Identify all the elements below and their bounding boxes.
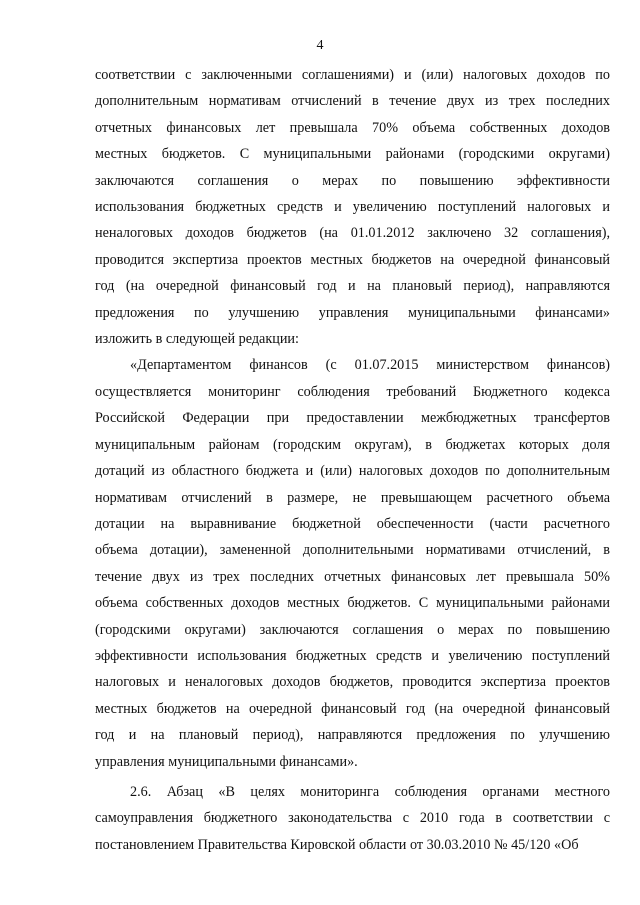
text-line: управления муниципальными финансами». [95,753,358,770]
text-line: муниципальным районам (городским округам), в бюджетах которых доля [95,436,610,453]
text-line: осуществляется мониторинг соблюдения требований Бюджетного кодекса [95,383,610,400]
text-line: предложения по улучшению управления муниципальными финансами» [95,304,610,321]
text-line: год и на плановый период), направляются предложения по улучшению [95,727,610,744]
paragraph-amendment-old-text [95,62,610,352]
text-line: местных бюджетов. С муниципальными районами (городскими округами) [95,146,610,163]
paragraph-amendment-new-text [95,352,610,775]
text-line: отчетных финансовых лет превышала 70% объема собственных доходов [95,119,610,136]
document-body [95,62,610,858]
text-line: течение двух из трех последних отчетных финансовых лет превышала 50% [95,568,610,585]
text-line: «Департаментом финансов (с 01.07.2015 министерством финансов) [130,357,610,374]
page-number: 4 [316,38,324,53]
text-line: год (на очередной финансовый год и на плановый период), направляются [95,278,610,295]
text-line: неналоговых доходов бюджетов (на 01.01.2012 заключено 32 соглашения), [95,225,610,242]
text-line: дотаций из областного бюджета и (или) налоговых доходов по дополнительным [95,463,610,480]
text-line: самоуправления бюджетного законодательства с 2010 года в соответствии с [95,810,610,827]
text-line: нормативам отчислений в размере, не превышающем расчетного объема [95,489,610,506]
text-line: 2.6. Абзац «В целях мониторинга соблюдения органами местного [130,783,610,800]
text-line: постановлением Правительства Кировской области от 30.03.2010 № 45/120 «Об [95,836,579,853]
text-line: Российской Федерации при предоставлении межбюджетных трансфертов [95,410,610,427]
text-line: проводится экспертиза проектов местных бюджетов на очередной финансовый [95,251,610,268]
text-line: налоговых и неналоговых доходов бюджетов, проводится экспертиза проектов [95,674,610,691]
paragraph-item-2-6 [95,779,610,858]
text-line: объема дотации), замененной дополнительными нормативами отчислений, в [95,542,610,559]
text-line: соответствии с заключенными соглашениями) и (или) налоговых доходов по [95,67,610,83]
text-line: заключаются соглашения о мерах по повышению эффективности [95,172,610,189]
text-line: дотации на выравнивание бюджетной обеспеченности (части расчетного [95,515,610,532]
text-line: (городскими округами) заключаются соглашения о мерах по повышению [95,621,610,638]
text-line: местных бюджетов на очередной финансовый год (на очередной финансовый [95,700,610,717]
text-line: дополнительным нормативам отчислений в течение двух из трех последних [95,93,610,110]
text-line: использования бюджетных средств и увеличению поступлений налоговых и [95,199,610,216]
text-line: объема собственных доходов местных бюджетов. С муниципальными районами [95,595,610,612]
text-line: изложить в следующей редакции: [95,331,299,348]
text-line: эффективности использования бюджетных средств и увеличению поступлений [95,647,610,664]
